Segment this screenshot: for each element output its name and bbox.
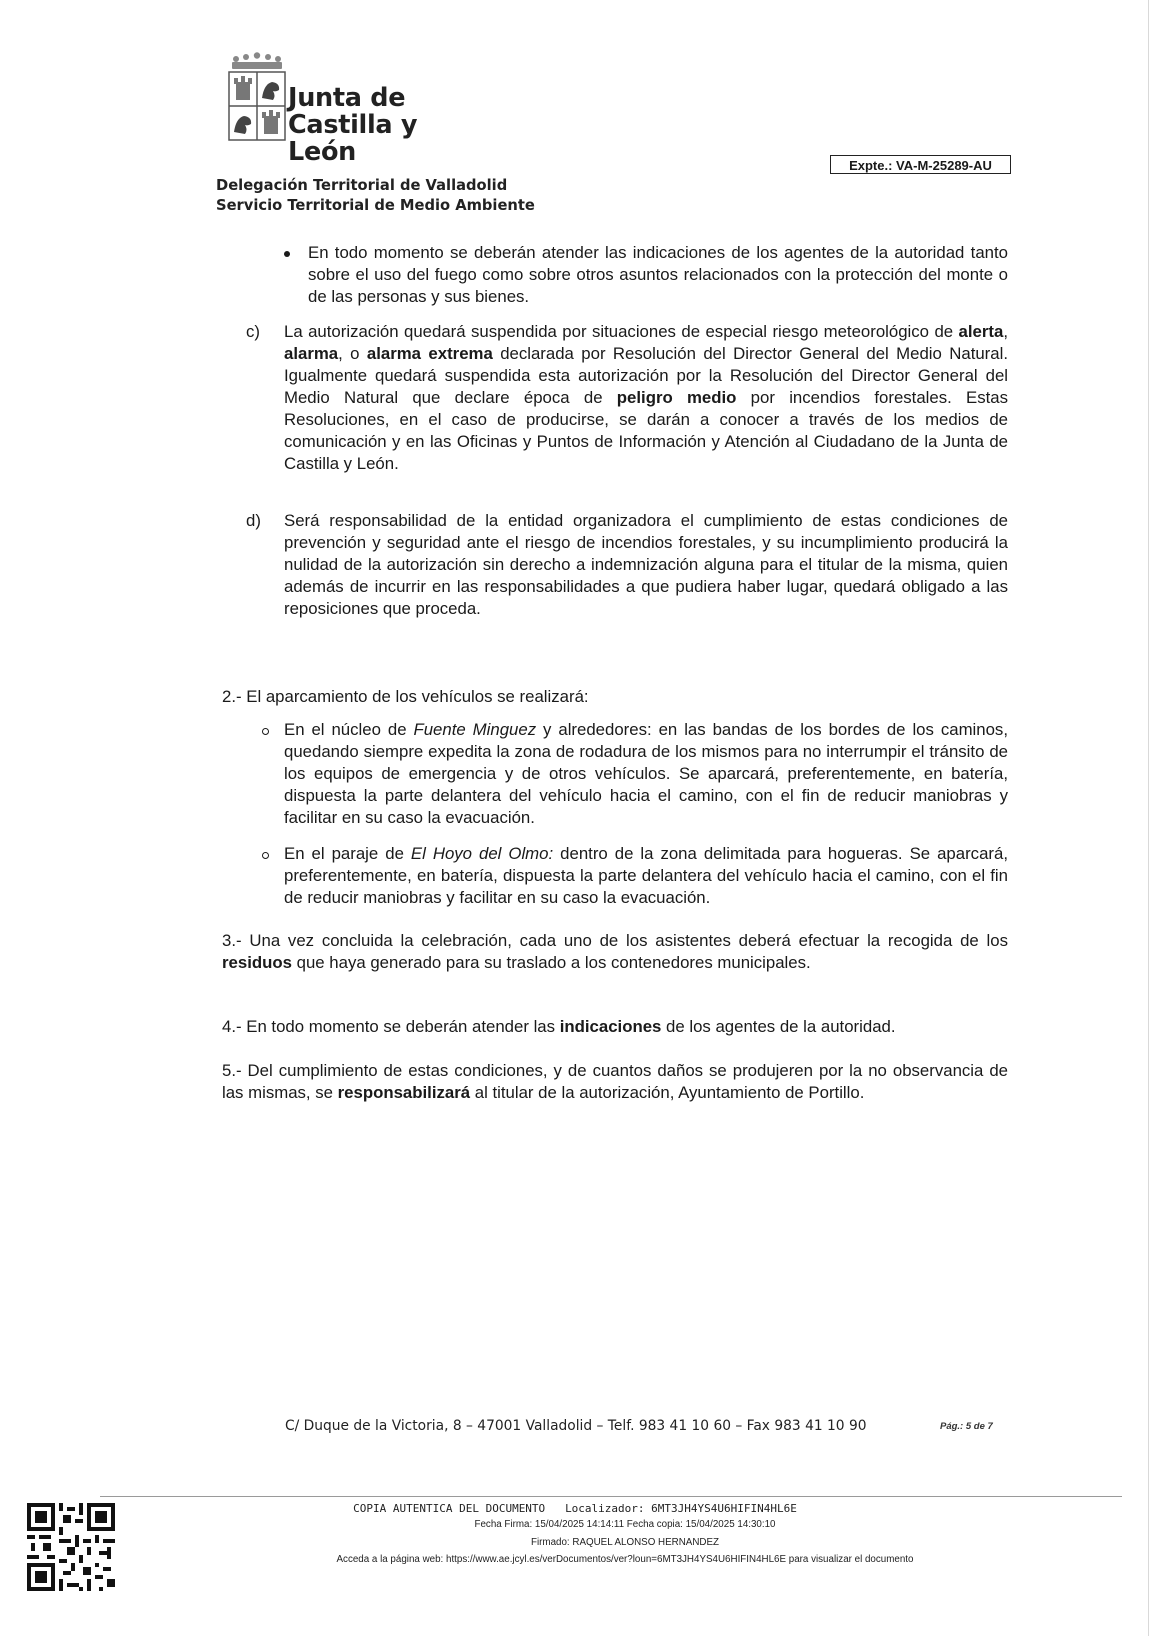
item-c-bold-alarma-extrema: alarma extrema [366, 344, 493, 363]
item-c-text: , [1003, 322, 1008, 341]
coat-of-arms-icon [228, 52, 286, 142]
verification-url: Acceda a la página web: https://www.ae.jcyl.es/verDocumentos/ver?loun=6MT3JH4YS4U6HIFIN4HL6E para visualizar el documento [336, 1554, 914, 1565]
section-5-text: al titular de la autorización, Ayuntamiento de Portillo. [470, 1083, 865, 1102]
sub1-text: y alrededores: en las bandas de los bordes de los caminos, quedando siempre expedita la zona de rodadura de los mismos para no interrumpir el tránsito de los equipos de emergencia y de otros vehículos. Se aparcará, preferentemente, en batería, dispuesta la parte delantera del vehículo hacia el camino, con el fin de reducir maniobras y facilitar en su caso la evacuación. [284, 720, 1008, 827]
section-2-sub2 [284, 843, 1008, 909]
expediente-box: Expte.: VA-M-25289-AU [830, 155, 1011, 174]
item-c-bold-alerta: alerta [958, 322, 1004, 341]
sub2-text: dentro de la zona delimitada para hogueras. Se aparcará, preferentemente, en batería, dispuesta la parte delantera del vehículo hacia el camino, con el fin de reducir maniobras y facilitar en su caso la evacuación. [284, 844, 1008, 907]
sub2-place: El Hoyo del Olmo: [410, 844, 554, 863]
item-c-text: por incendios forestales. Estas Resoluciones, en el caso de producirse, se darán a conocer a través de los medios de comunicación y en las Oficinas y Puntos de Información y Atención al Ciudadano de la Junta de Castilla y León. [284, 388, 1009, 473]
sub2-text: En el paraje de [284, 844, 411, 863]
item-c-text: declarada por Resolución del Director General del Medio Natural. Igualmente quedará suspendida esta autorización por la Resolución del Director General del Medio Natural que declare época de [284, 344, 1008, 407]
logo-line1: Junta de [288, 83, 406, 113]
item-d-marker: d) [246, 511, 261, 530]
page-number: Pág.: 5 de 7 [940, 1421, 993, 1432]
sub1-text: En el núcleo de [284, 720, 414, 739]
copy-header [0, 1502, 1150, 1515]
signature-dates: Fecha Firma: 15/04/2025 14:14:11 Fecha copia: 15/04/2025 14:30:10 [474, 1519, 776, 1530]
sub-bullet-icon [262, 728, 269, 735]
item-c-paragraph [284, 321, 1008, 475]
item-c-marker: c) [246, 322, 260, 341]
sub1-place: Fuente Minguez [413, 720, 537, 739]
item-c-bold-peligro-medio: peligro medio [616, 388, 737, 407]
section-4-bold: indicaciones [559, 1017, 662, 1036]
department-block [216, 176, 535, 216]
section-3-paragraph [222, 930, 1008, 974]
item-d-paragraph: Será responsabilidad de la entidad organizadora el cumplimiento de estas condiciones de prevención y seguridad ante el riesgo de incendios forestales, y su incumplimiento producirá la nulidad de la autorización sin derecho a indemnización alguna para el titular de la misma, quien además de incurrir en las responsabilidades a que pudiera haber lugar, quedará obligado a las reposiciones que proceda. [284, 511, 1008, 618]
section-3-text: 3.- Una vez concluida la celebración, cada uno de los asistentes deberá efectuar la recogida de los [222, 931, 1008, 950]
footer-address: C/ Duque de la Victoria, 8 – 47001 Valladolid – Telf. 983 41 10 60 – Fax 983 41 10 90 [285, 1418, 867, 1434]
item-c-text: , o [338, 344, 367, 363]
logo-text [288, 85, 488, 166]
section-2-sub1 [284, 719, 1008, 829]
copy-label: COPIA AUTENTICA DEL DOCUMENTO [353, 1502, 546, 1515]
dept-line1: Delegación Territorial de Valladolid [216, 177, 508, 194]
item-c-bold-alarma: alarma [284, 344, 339, 363]
signed-by: Firmado: RAQUEL ALONSO HERNANDEZ [531, 1537, 719, 1548]
bullet-paragraph: En todo momento se deberán atender las indicaciones de los agentes de la autoridad tanto sobre el uso del fuego como sobre otros asuntos relacionados con la protección del monte o de las personas y sus bienes. [308, 243, 1008, 306]
logo-line2: Castilla y León [288, 110, 418, 167]
sub-bullet-icon [262, 852, 269, 859]
section-5-bold: responsabilizará [337, 1083, 471, 1102]
footer-rule [100, 1496, 1122, 1497]
dept-line2: Servicio Territorial de Medio Ambiente [216, 197, 535, 214]
localizador: Localizador: 6MT3JH4YS4U6HIFIN4HL6E [565, 1502, 797, 1515]
section-3-text: que haya generado para su traslado a los contenedores municipales. [291, 953, 811, 972]
section-4-text: de los agentes de la autoridad. [661, 1017, 896, 1036]
section-5-paragraph [222, 1060, 1008, 1104]
page-edge [1148, 0, 1149, 1636]
junta-logo [228, 52, 488, 167]
section-2-heading: 2.- El aparcamiento de los vehículos se realizará: [222, 687, 589, 706]
item-c-text: La autorización quedará suspendida por situaciones de especial riesgo meteorológico de [284, 322, 959, 341]
section-4-text: 4.- En todo momento se deberán atender las [222, 1017, 560, 1036]
section-3-bold: residuos [222, 953, 292, 972]
section-4-paragraph [222, 1016, 1008, 1038]
section-5-text: 5.- Del cumplimiento de estas condiciones, y de cuantos daños se produjeren por la no observancia de las mismas, se [222, 1061, 1008, 1102]
bullet-icon [284, 251, 290, 257]
